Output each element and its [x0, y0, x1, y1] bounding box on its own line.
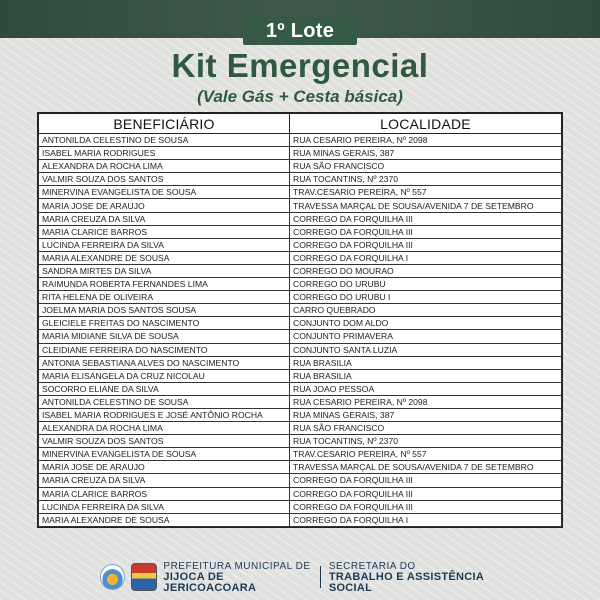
beneficiary-name-cell: MINERVINA EVANGELISTA DE SOUSA: [39, 448, 290, 461]
page-title: Kit Emergencial: [171, 47, 429, 84]
table-row: [39, 199, 562, 212]
beneficiary-name-cell: ANTONILDA CELESTINO DE SOUSA: [39, 395, 290, 408]
locality-cell: RUA MINAS GERAIS, 387: [290, 147, 562, 160]
locality-cell: RUA BRASILIA: [290, 369, 562, 382]
table-row: [39, 356, 562, 369]
table-row: [39, 238, 562, 251]
table-row: [39, 264, 562, 277]
beneficiary-name-cell: MARIA ALEXANDRE DE SOUSA: [39, 513, 290, 526]
table-row: [39, 395, 562, 408]
locality-cell: CORREGO DA FORQUILHA I: [290, 251, 562, 264]
footer: [100, 562, 520, 592]
beneficiary-name-cell: MARIA ELISANGELA DA CRUZ NICOLAU: [39, 369, 290, 382]
beneficiary-name-cell: ALEXANDRA DA ROCHA LIMA: [39, 160, 290, 173]
table-row: [39, 186, 562, 199]
beneficiary-name-cell: MARIA CLARICE BARROS: [39, 225, 290, 238]
locality-cell: RUA SÃO FRANCISCO: [290, 160, 562, 173]
beneficiary-name-cell: MARIA CREUZA DA SILVA: [39, 212, 290, 225]
locality-cell: RUA TOCANTINS, Nº 2370: [290, 173, 562, 186]
beneficiary-name-cell: LUCINDA FERREIRA DA SILVA: [39, 500, 290, 513]
beneficiary-name-cell: ANTONIA SEBASTIANA ALVES DO NASCIMENTO: [39, 356, 290, 369]
locality-cell: RUA JOAO PESSOA: [290, 382, 562, 395]
table-row: [39, 291, 562, 304]
beneficiary-name-cell: RAIMUNDA ROBERTA FERNANDES LIMA: [39, 278, 290, 291]
beneficiary-name-cell: RITA HELENA DE OLIVEIRA: [39, 291, 290, 304]
beneficiary-name-cell: JOELMA MARIA DOS SANTOS SOUSA: [39, 304, 290, 317]
locality-cell: CORREGO DA FORQUILHA III: [290, 225, 562, 238]
beneficiary-name-cell: VALMIR SOUZA DOS SANTOS: [39, 435, 290, 448]
table-row: [39, 317, 562, 330]
locality-cell: CORREGO DA FORQUILHA III: [290, 238, 562, 251]
beneficiary-name-cell: ISABEL MARIA RODRIGUES E JOSÉ ANTÔNIO ROCHA: [39, 408, 290, 421]
locality-cell: CORREGO DA FORQUILHA III: [290, 487, 562, 500]
locality-cell: CORREGO DO URUBU: [290, 278, 562, 291]
beneficiary-name-cell: SOCORRO ELIANE DA SILVA: [39, 382, 290, 395]
prefeitura-line1: PREFEITURA MUNICIPAL DE: [163, 560, 311, 572]
beneficiary-name-cell: ANTONILDA CELESTINO DE SOUSA: [39, 134, 290, 147]
table-row: [39, 330, 562, 343]
beneficiary-name-cell: SANDRA MIRTES DA SILVA: [39, 264, 290, 277]
table-row: [39, 448, 562, 461]
beneficiary-name-cell: LUCINDA FERREIRA DA SILVA: [39, 238, 290, 251]
table-row: [39, 173, 562, 186]
beneficiary-name-cell: ALEXANDRA DA ROCHA LIMA: [39, 422, 290, 435]
locality-cell: TRAVESSA MARÇAL DE SOUSA/AVENIDA 7 DE SETEMBRO: [290, 461, 562, 474]
table-row: [39, 408, 562, 421]
table-row: [39, 513, 562, 526]
prefeitura-text: [163, 561, 311, 594]
lote-badge: 1º Lote: [243, 17, 357, 45]
prefeitura-line2: JIJOCA DE JERICOACOARA: [163, 570, 257, 594]
table-row: [39, 382, 562, 395]
locality-cell: RUA TOCANTINS, Nº 2370: [290, 435, 562, 448]
table-row: [39, 343, 562, 356]
locality-cell: TRAV.CESARIO PEREIRA, Nº 557: [290, 186, 562, 199]
table-row: [39, 304, 562, 317]
table-body: [39, 134, 562, 527]
footer-divider: [320, 566, 321, 588]
locality-cell: CORREGO DA FORQUILHA III: [290, 500, 562, 513]
locality-cell: RUA BRASILIA: [290, 356, 562, 369]
locality-cell: CORREGO DO MOURAO: [290, 264, 562, 277]
secretaria-line1: SECRETARIA DO: [328, 560, 416, 572]
locality-cell: TRAVESSA MARÇAL DE SOUSA/AVENIDA 7 DE SETEMBRO: [290, 199, 562, 212]
beneficiary-name-cell: MINERVINA EVANGELISTA DE SOUSA: [39, 186, 290, 199]
table-row: [39, 225, 562, 238]
beneficiary-name-cell: MARIA JOSE DE ARAUJO: [39, 199, 290, 212]
beneficiary-name-cell: VALMIR SOUZA DOS SANTOS: [39, 173, 290, 186]
locality-cell: CONJUNTO SANTA LUZIA: [290, 343, 562, 356]
locality-cell: TRAV.CESARIO PEREIRA, Nº 557: [290, 448, 562, 461]
beneficiary-name-cell: CLEIDIANE FERREIRA DO NASCIMENTO: [39, 343, 290, 356]
beneficiary-name-cell: MARIA CREUZA DA SILVA: [39, 474, 290, 487]
column-header-beneficiario: BENEFICIÁRIO: [39, 114, 290, 134]
table-row: [39, 500, 562, 513]
locality-cell: RUA CESARIO PEREIRA, Nº 2098: [290, 395, 562, 408]
locality-cell: CORREGO DO URUBU I: [290, 291, 562, 304]
locality-cell: CORREGO DA FORQUILHA III: [290, 474, 562, 487]
secretaria-text: [329, 561, 520, 594]
table-row: [39, 212, 562, 225]
beneficiary-name-cell: GLEICIELE FREITAS DO NASCIMENTO: [39, 317, 290, 330]
page-subtitle: (Vale Gás + Cesta básica): [197, 87, 403, 106]
secretaria-line2: TRABALHO E ASSISTÊNCIA SOCIAL: [328, 570, 484, 594]
table-row: [39, 251, 562, 264]
locality-cell: RUA CESARIO PEREIRA, Nº 2098: [290, 134, 562, 147]
locality-cell: CONJUNTO DOM ALDO: [290, 317, 562, 330]
beneficiaries-table: [37, 112, 563, 528]
locality-cell: CARRO QUEBRADO: [290, 304, 562, 317]
table-row: [39, 422, 562, 435]
table-row: [39, 435, 562, 448]
column-header-localidade: LOCALIDADE: [290, 114, 562, 134]
table-row: [39, 487, 562, 500]
table-row: [39, 160, 562, 173]
locality-cell: RUA SÃO FRANCISCO: [290, 422, 562, 435]
beneficiary-name-cell: MARIA ALEXANDRE DE SOUSA: [39, 251, 290, 264]
locality-cell: CONJUNTO PRIMAVERA: [290, 330, 562, 343]
beneficiary-name-cell: MARIA CLARICE BARROS: [39, 487, 290, 500]
coat-of-arms-icon: [131, 563, 158, 591]
locality-cell: CORREGO DA FORQUILHA I: [290, 513, 562, 526]
beneficiary-name-cell: MARIA JOSE DE ARAUJO: [39, 461, 290, 474]
table-row: [39, 461, 562, 474]
table-header-row: [39, 114, 562, 134]
table-row: [39, 369, 562, 382]
beneficiary-name-cell: MARIA MIDIANE SILVA DE SOUSA: [39, 330, 290, 343]
table-row: [39, 474, 562, 487]
table-row: [39, 278, 562, 291]
locality-cell: RUA MINAS GERAIS, 387: [290, 408, 562, 421]
table-row: [39, 147, 562, 160]
table-row: [39, 134, 562, 147]
beneficiary-name-cell: ISABEL MARIA RODRIGUES: [39, 147, 290, 160]
municipal-logo-icon: [100, 564, 125, 590]
locality-cell: CORREGO DA FORQUILHA III: [290, 212, 562, 225]
